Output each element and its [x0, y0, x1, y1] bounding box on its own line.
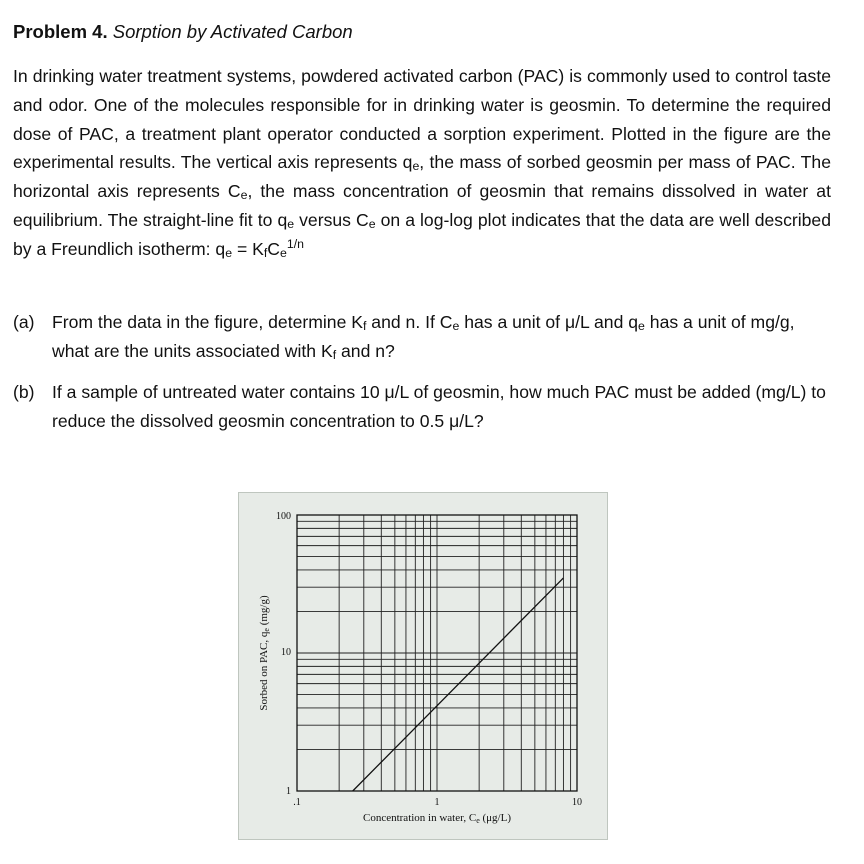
y-tick-10: 10 — [281, 647, 291, 658]
question-part-a — [13, 308, 831, 366]
isotherm-figure — [238, 492, 608, 840]
part-b-text: If a sample of untreated water contains 10 μ/L of geosmin, how much PAC must be added (mg/L) to reduce the dissolved geosmin concentration to 0.5 μ/L? — [52, 382, 826, 431]
x-tick-1: 1 — [434, 797, 440, 808]
x-tick-10: 10 — [572, 797, 582, 808]
problem-subtitle: Sorption by Activated Carbon — [112, 21, 353, 42]
x-tick-0-1: .1 — [293, 797, 301, 808]
isotherm-chart — [239, 493, 607, 839]
problem-title — [13, 21, 353, 43]
freundlich-fit-line — [353, 578, 564, 791]
problem-number: Problem 4. — [13, 21, 108, 42]
part-a-text: From the data in the figure, determine $K_f$ and n. If $C_e$ has a unit of μ/L and $q_e$ has a unit of mg/g, what are the units associated with $K_f$ and n? — [52, 312, 795, 362]
y-tick-1: 1 — [286, 786, 291, 797]
part-b-label: (b) — [13, 382, 35, 402]
x-axis-label: Concentration in water, Ce (μg/L) — [362, 812, 512, 825]
question-part-b — [13, 378, 831, 436]
intro-paragraph: In drinking water treatment systems, powdered activated carbon (PAC) is commonly used to control taste and odor. One of the molecules responsible for in drinking water is geosmin. To determine the required dose of PAC, a treatment plant operator conducted a sorption experiment. Plotted in the figure are the experimental results. The vertical axis represents $q_e$, the mass of sorbed geosmin per mass of PAC. The horizontal axis represents $C_e$, the mass concentration of geosmin that remains dissolved in water at equilibrium. The straight-line fit to $q_e$ versus $C_e$ on a log-log plot indicates that the data are well described by a Freundlich isotherm: $q_e = K_fC_e^{1/n}$ — [13, 66, 831, 260]
part-a-label: (a) — [13, 312, 35, 332]
y-axis-label: Sorbed on PAC, qe (mg/g) — [258, 595, 271, 711]
y-tick-100: 100 — [276, 511, 291, 522]
